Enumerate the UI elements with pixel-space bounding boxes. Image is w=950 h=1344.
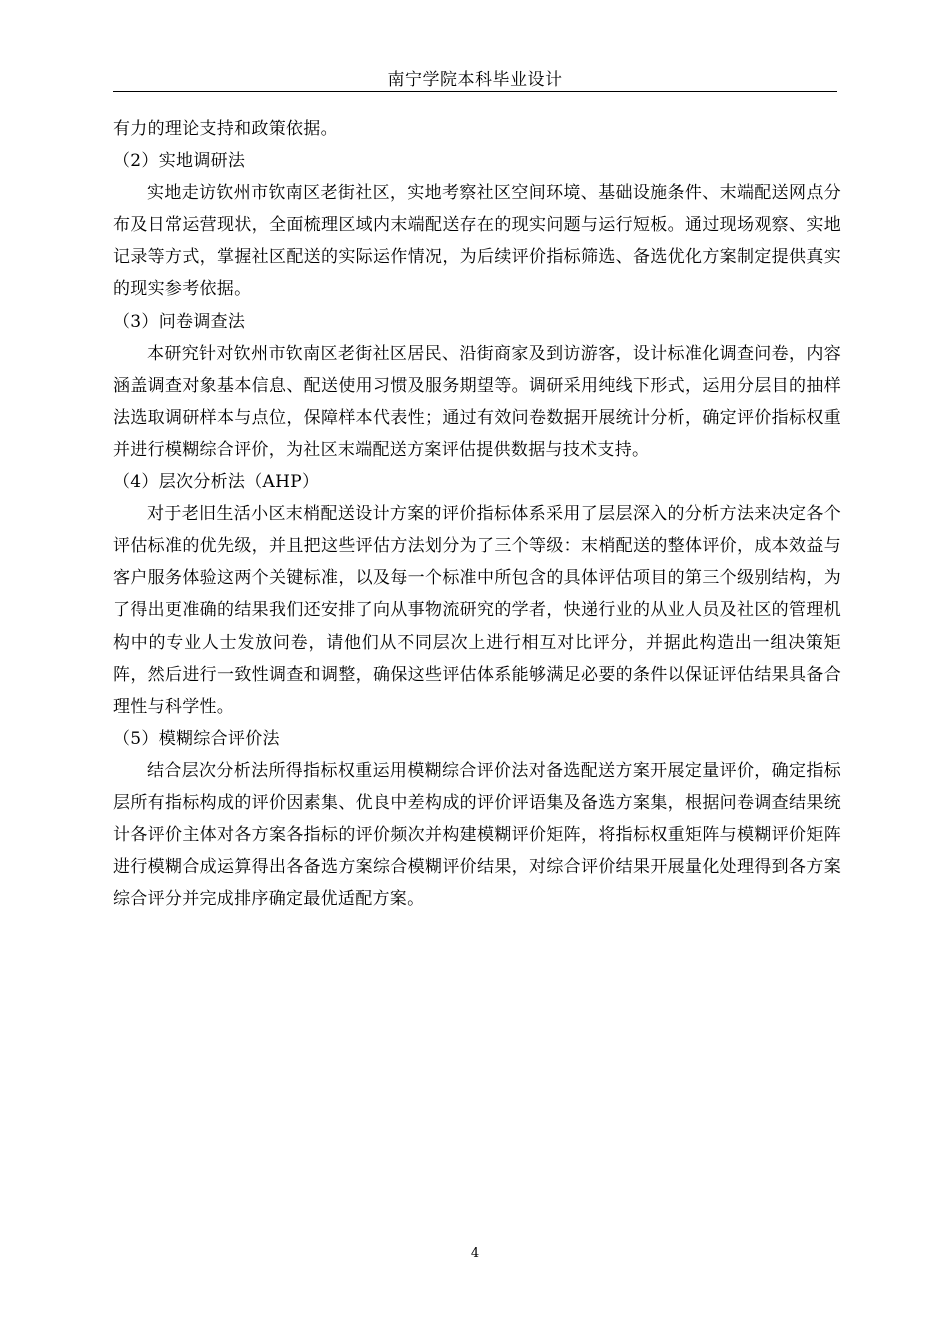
- section-heading-field-research: （2）实地调研法: [113, 151, 246, 172]
- page-header-title: 南宁学院本科毕业设计: [387, 70, 563, 90]
- section-heading-fuzzy-evaluation: （5）模糊综合评价法: [113, 728, 280, 749]
- paragraph-questionnaire: 本研究针对钦州市钦南区老街社区居民、沿街商家及到访游客，设计标准化调查问卷，内容涵盖调查对象基本信息、配送使用习惯及服务期望等。调研采用纯线下形式，运用分层目的抽样法选取调研样本与点位，保障样本代表性；通过有效问卷数据开展统计分析，确定评价指标权重并进行模糊综合评价，为社区末端配送方案评估提供数据与技术支持。: [113, 343, 841, 460]
- paragraph-field-research: 实地走访钦州市钦南区老街社区，实地考察社区空间环境、基础设施条件、末端配送网点分布及日常运营现状，全面梳理区域内末端配送存在的现实问题与运行短板。通过现场观察、实地记录等方式，掌握社区配送的实际运作情况，为后续评价指标筛选、备选优化方案制定提供真实的现实参考依据。: [113, 183, 841, 300]
- paragraph-fuzzy-evaluation: 结合层次分析法所得指标权重运用模糊综合评价法对备选配送方案开展定量评价，确定指标层所有指标构成的评价因素集、优良中差构成的评价评语集及备选方案集，根据问卷调查结果统计各评价主体对各方案各指标的评价频次并构建模糊评价矩阵，将指标权重矩阵与模糊评价矩阵进行模糊合成运算得出各备选方案综合模糊评价结果，对综合评价结果开展量化处理得到各方案综合评分并完成排序确定最优适配方案。: [113, 760, 841, 910]
- document-body: [113, 113, 841, 915]
- section-heading-ahp: （4）层次分析法（AHP）: [113, 472, 320, 493]
- header-divider: [113, 91, 837, 92]
- paragraph-continuation: 有力的理论支持和政策依据。: [113, 119, 338, 139]
- paragraph-ahp: 对于老旧生活小区末梢配送设计方案的评价指标体系采用了层层深入的分析方法来决定各个评估标准的优先级，并且把这些评估方法划分为了三个等级：末梢配送的整体评价，成本效益与客户服务体验这两个关键标准，以及每一个标准中所包含的具体评估项目的第三个级别结构，为了得出更准确的结果我们还安排了向从事物流研究的学者，快递行业的从业人员及社区的管理机构中的专业人士发放问卷，请他们从不同层次上进行相互对比评分，并据此构造出一组决策矩阵，然后进行一致性调查和调整，确保这些评估体系能够满足必要的条件以保证评估结果具备合理性与科学性。: [113, 504, 841, 717]
- page-number: 4: [470, 1246, 480, 1261]
- section-heading-questionnaire: （3）问卷调查法: [113, 311, 246, 332]
